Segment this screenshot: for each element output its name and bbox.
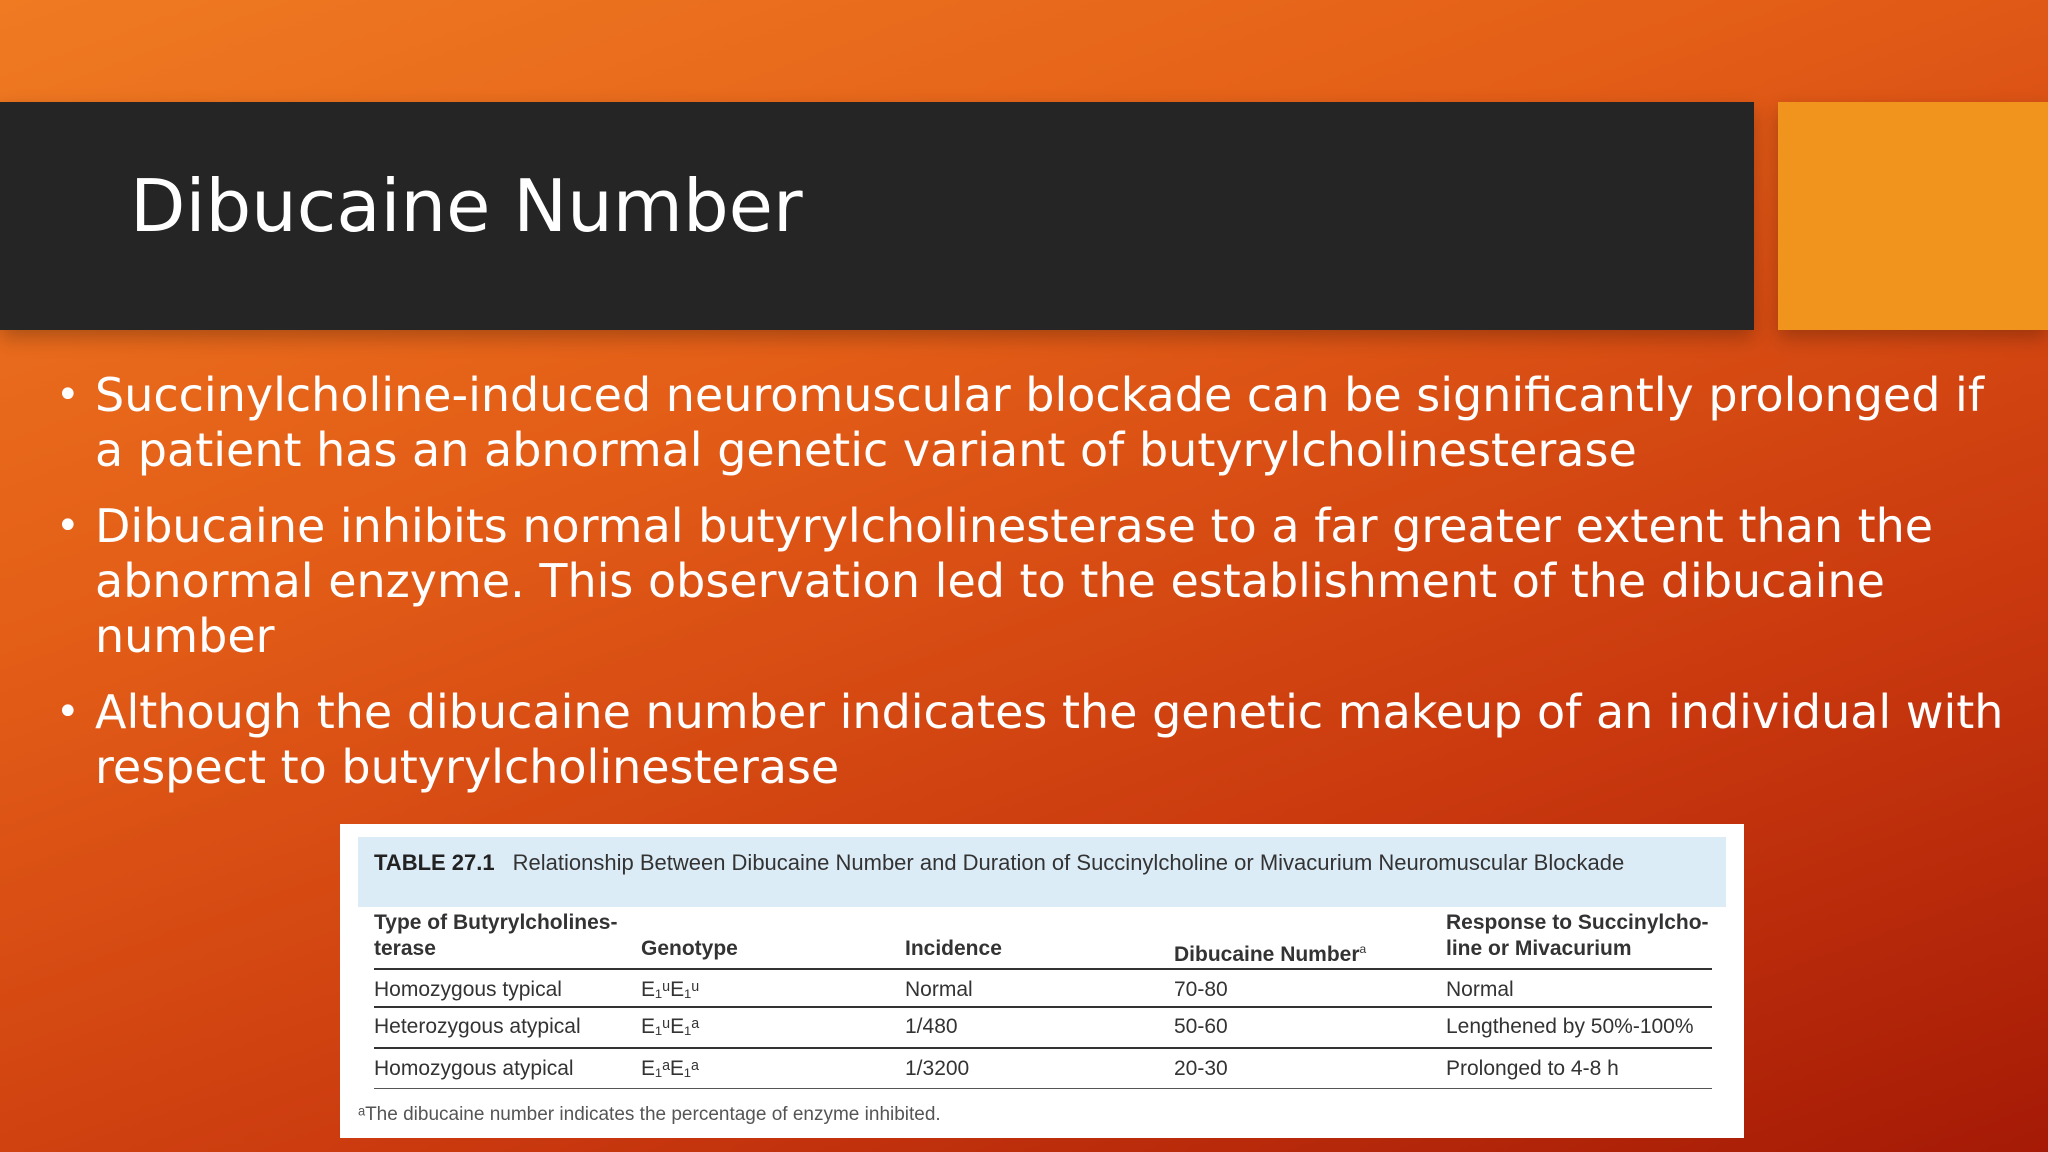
row-rule xyxy=(374,1047,1712,1049)
table-image xyxy=(340,824,1744,1138)
slide-title: Dibucaine Number xyxy=(130,164,803,248)
bullet-dot-icon: • xyxy=(56,503,80,549)
header-type xyxy=(374,910,617,962)
header-type-line2: terase xyxy=(374,937,436,960)
row2-type: Heterozygous atypical xyxy=(374,1015,581,1038)
row1-genotype: E₁ᵘE₁ᵘ xyxy=(641,978,700,1001)
bullet-item xyxy=(50,368,2020,478)
table-bottom-rule xyxy=(374,1088,1712,1089)
table-footnote: ᵃThe dibucaine number indicates the percentage of enzyme inhibited. xyxy=(358,1104,941,1125)
row3-incidence: 1/3200 xyxy=(905,1057,970,1080)
header-incidence: Incidence xyxy=(905,937,1002,960)
bullet-text: Dibucaine inhibits normal butyrylcholinesterase to a far greater extent than the abnormal enzyme. This observation led to the establishment of the dibucaine number xyxy=(95,499,1934,663)
row2-genotype: E₁ᵘE₁ᵃ xyxy=(641,1015,700,1038)
table-caption-text: Relationship Between Dibucaine Number and Duration of Succinylcholine or Mivacurium Neuromuscular Blockade xyxy=(512,850,1625,875)
row3-response: Prolonged to 4-8 h xyxy=(1446,1057,1619,1080)
bullet-text: Succinylcholine-induced neuromuscular blockade can be significantly prolonged if a patient has an abnormal genetic variant of butyrylcholinesterase xyxy=(95,368,1985,477)
row1-dibucaine: 70-80 xyxy=(1174,978,1228,1001)
row3-type: Homozygous atypical xyxy=(374,1057,574,1080)
row1-type: Homozygous typical xyxy=(374,978,562,1001)
header-response-line2: line or Mivacurium xyxy=(1446,937,1632,960)
header-rule xyxy=(374,968,1712,970)
table-caption xyxy=(358,837,1726,907)
bullet-text: Although the dibucaine number indicates the genetic makeup of an individual with respect to butyrylcholinesterase xyxy=(95,685,2004,794)
row-rule xyxy=(374,1006,1712,1008)
header-dibucaine-footnote-mark: a xyxy=(1359,942,1367,956)
row1-incidence: Normal xyxy=(905,978,973,1001)
header-genotype: Genotype xyxy=(641,937,738,960)
bullet-item xyxy=(50,499,2020,664)
row2-dibucaine: 50-60 xyxy=(1174,1015,1228,1038)
bullet-dot-icon: • xyxy=(56,689,80,735)
header-response-line1: Response to Succinylcho- xyxy=(1446,911,1709,934)
row2-response: Lengthened by 50%-100% xyxy=(1446,1015,1694,1038)
header-type-line1: Type of Butyrylcholines- xyxy=(374,911,618,934)
header-response xyxy=(1446,910,1709,962)
table-label: TABLE 27.1 xyxy=(374,850,495,875)
row1-response: Normal xyxy=(1446,978,1514,1001)
bullet-item xyxy=(50,685,2020,795)
row3-dibucaine: 20-30 xyxy=(1174,1057,1228,1080)
row2-incidence: 1/480 xyxy=(905,1015,958,1038)
header-dibucaine xyxy=(1174,936,1366,968)
bullet-dot-icon: • xyxy=(56,372,80,418)
accent-square xyxy=(1778,102,2048,330)
bullet-list xyxy=(50,368,2020,816)
header-dibucaine-text: Dibucaine Number xyxy=(1174,943,1360,966)
row3-genotype: E₁ᵃE₁ᵃ xyxy=(641,1057,699,1080)
